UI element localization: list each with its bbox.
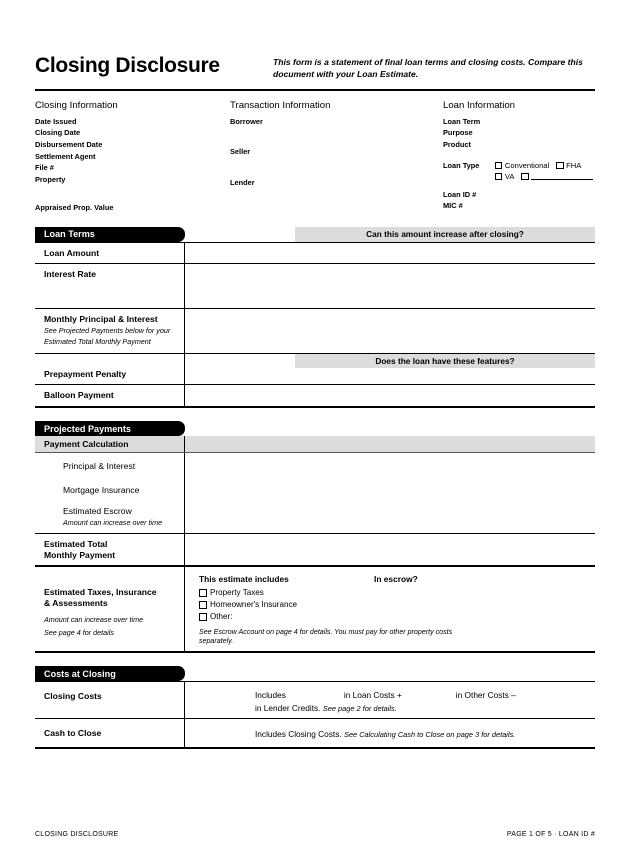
closing-costs-label: Closing Costs: [44, 691, 102, 702]
table-row-estimated-taxes-insurance: [35, 567, 595, 653]
spacer: [230, 170, 443, 177]
monthly-pi-value-cell[interactable]: [185, 309, 595, 353]
estimate-includes-label: This estimate includes: [199, 574, 289, 585]
monthly-pi-note-line2: Estimated Total Monthly Payment: [44, 336, 151, 346]
balloon-payment-label: Balloon Payment: [44, 390, 114, 401]
loan-amount-value-cell[interactable]: [185, 243, 595, 264]
footer-left-text: CLOSING DISCLOSURE: [35, 831, 119, 838]
spacer: [230, 139, 443, 146]
mortgage-insurance-label: Mortgage Insurance: [63, 485, 140, 495]
estimated-escrow-note: Amount can increase over time: [63, 518, 163, 528]
field-file-number: File #: [35, 163, 54, 173]
table-row-estimated-total-monthly-payment: [35, 534, 595, 567]
page-title: Closing Disclosure: [35, 54, 220, 77]
closing-costs-label-cell: [35, 682, 185, 718]
escrow-option-homeowners-insurance[interactable]: [199, 599, 589, 611]
estimated-escrow-label-cell: [35, 501, 185, 533]
table-row-loan-amount: [35, 243, 595, 265]
masthead: [35, 0, 595, 81]
field-settlement-agent: Settlement Agent: [35, 151, 96, 161]
payment-calculation-label: Payment Calculation: [35, 436, 185, 452]
label-fha: FHA: [566, 160, 582, 170]
footer-right-text: PAGE 1 OF 5 · LOAN ID #: [506, 831, 595, 838]
page-footer: [35, 831, 595, 838]
projected-payments-header-right: [185, 421, 595, 436]
table-row-cash-to-close: [35, 719, 595, 749]
features-question-band: Does the loan have these features?: [295, 354, 595, 368]
closing-costs-text: [193, 689, 589, 714]
table-row-balloon-payment: [35, 385, 595, 408]
label-other-escrow: Other:: [210, 611, 233, 621]
cash-to-close-seepage: See Calculating Cash to Close on page 3 for details.: [344, 730, 516, 740]
transaction-information-column: [230, 100, 443, 214]
closing-costs-lender-credits: in Lender Credits.: [255, 702, 321, 713]
loan-information-column: [443, 100, 595, 214]
checkbox-fha[interactable]: [556, 162, 563, 169]
escrow-option-other[interactable]: [199, 611, 589, 623]
costs-at-closing-table: [35, 681, 595, 749]
checkbox-property-taxes[interactable]: [199, 589, 207, 597]
closing-information-column: [35, 100, 230, 214]
table-row-estimated-escrow: [35, 501, 595, 534]
projected-payments-header-bar: [35, 421, 595, 436]
label-homeowners-insurance: Homeowner's Insurance: [210, 600, 298, 610]
balloon-payment-value-cell[interactable]: [185, 385, 595, 406]
estimated-taxes-title-line2: & Assessments: [44, 598, 108, 609]
loan-information-heading: Loan Information: [443, 99, 515, 111]
closing-costs-seepage: See page 2 for details.: [322, 703, 397, 713]
checkbox-other-loan-type[interactable]: [521, 173, 528, 180]
label-conventional: Conventional: [504, 160, 550, 170]
loan-terms-title: Loan Terms: [35, 227, 185, 242]
estimated-total-value-cell[interactable]: [185, 534, 595, 565]
escrow-account-note: [199, 628, 487, 647]
mortgage-insurance-label-cell: [35, 480, 185, 501]
costs-at-closing-header-right: [185, 666, 595, 681]
loan-terms-header-right: [185, 227, 595, 242]
estimated-total-label-line1: Estimated Total: [44, 538, 108, 549]
prepayment-penalty-label: Prepayment Penalty: [44, 368, 127, 379]
interest-rate-label: Interest Rate: [44, 269, 97, 280]
in-escrow-label: In escrow?: [374, 574, 418, 585]
interest-rate-value-cell[interactable]: [185, 264, 595, 308]
checkbox-va[interactable]: [495, 173, 502, 180]
information-columns: [35, 91, 595, 214]
field-seller: Seller: [230, 147, 251, 157]
closing-costs-includes: Includes: [255, 690, 286, 701]
estimated-taxes-label-cell: [35, 567, 185, 651]
estimated-taxes-note1: Amount can increase over time: [44, 614, 144, 624]
loan-terms-header-bar: [35, 227, 595, 242]
mortgage-insurance-value-cell[interactable]: [185, 480, 595, 501]
field-disbursement-date: Disbursement Date: [35, 140, 103, 150]
escrow-note-line1: See Escrow Account on page 4 for details. You must pay for other property: [199, 627, 434, 636]
table-row-prepayment-penalty: [35, 354, 595, 385]
loan-terms-table: [35, 242, 595, 408]
table-row-mortgage-insurance: [35, 480, 595, 501]
prepayment-penalty-label-cell: [35, 354, 185, 384]
table-row-interest-rate: [35, 264, 595, 309]
field-loan-term: Loan Term: [443, 116, 481, 126]
field-closing-date: Closing Date: [35, 128, 81, 138]
monthly-pi-label: Monthly Principal & Interest: [44, 314, 158, 325]
transaction-information-heading: Transaction Information: [230, 99, 331, 111]
cash-to-close-includes: Includes Closing Costs.: [255, 729, 342, 740]
principal-interest-value-cell[interactable]: [185, 453, 595, 480]
loan-type-row: [443, 160, 595, 182]
spacer: [443, 182, 595, 189]
balloon-payment-label-cell: [35, 385, 185, 406]
projected-payments-table: [35, 453, 595, 653]
field-property: Property: [35, 175, 66, 185]
estimated-escrow-label: Estimated Escrow: [63, 506, 132, 517]
estimated-taxes-note2: See page 4 for details: [44, 628, 114, 638]
checkbox-conventional[interactable]: [495, 162, 502, 169]
costs-at-closing-header-bar: [35, 666, 595, 681]
spacer: [230, 127, 443, 139]
projected-payments-section: [35, 421, 595, 653]
checkbox-homeowners-insurance[interactable]: [199, 601, 207, 609]
escrow-detail-cell: [185, 567, 595, 651]
estimated-escrow-value-cell[interactable]: [185, 501, 595, 533]
interest-rate-label-cell: [35, 264, 185, 308]
principal-interest-label: Principal & Interest: [63, 461, 136, 471]
payment-calculation-row: [35, 436, 595, 453]
loan-amount-label-cell: [35, 243, 185, 264]
field-appraised-prop-value: Appraised Prop. Value: [35, 202, 114, 212]
field-loan-id: Loan ID #: [443, 189, 477, 199]
table-row-closing-costs: [35, 682, 595, 719]
spacer: [35, 186, 230, 202]
table-row-principal-interest: [35, 453, 595, 480]
loan-type-label: Loan Type: [443, 160, 480, 170]
closing-information-heading: Closing Information: [35, 99, 118, 111]
escrow-note-line2: costs separately.: [199, 627, 453, 646]
costs-at-closing-title: Costs at Closing: [35, 666, 185, 681]
payment-calculation-columns: [185, 436, 595, 452]
loan-type-line-2: [495, 171, 595, 182]
loan-type-line-1: [495, 160, 595, 171]
costs-at-closing-section: [35, 666, 595, 749]
spacer: [230, 158, 443, 170]
cash-to-close-label-cell: [35, 719, 185, 747]
estimated-total-label-line2: Monthly Payment: [44, 549, 116, 560]
other-loan-type-input[interactable]: [531, 172, 593, 180]
cash-to-close-label: Cash to Close: [44, 728, 102, 739]
loan-type-options: [495, 160, 595, 182]
field-mic-number: MIC #: [443, 201, 463, 211]
closing-costs-in-other: in Other Costs –: [455, 690, 516, 701]
loan-terms-section: [35, 227, 595, 408]
label-property-taxes: Property Taxes: [210, 588, 264, 598]
estimated-total-label-cell: [35, 534, 185, 565]
closing-costs-detail-cell: [185, 682, 595, 718]
loan-amount-label: Loan Amount: [44, 247, 100, 258]
estimated-taxes-title-line1: Estimated Taxes, Insurance: [44, 587, 157, 598]
cash-to-close-detail-cell: [185, 719, 595, 747]
cash-to-close-text: [193, 728, 589, 740]
spacer: [443, 151, 595, 160]
field-lender: Lender: [230, 178, 255, 188]
form-intro-text: This form is a statement of final loan terms and closing costs. Compare this document with your Loan Estimate.: [273, 57, 583, 79]
projected-payments-title: Projected Payments: [35, 421, 185, 436]
monthly-pi-label-cell: [35, 309, 185, 353]
principal-interest-label-cell: [35, 453, 185, 480]
escrow-header-row: [199, 574, 589, 584]
field-purpose: Purpose: [443, 128, 473, 138]
checkbox-other-escrow[interactable]: [199, 613, 207, 621]
increase-question-band: Can this amount increase after closing?: [295, 227, 595, 242]
field-borrower: Borrower: [230, 116, 263, 126]
label-va: VA: [504, 171, 515, 181]
table-row-monthly-principal-interest: [35, 309, 595, 354]
field-product: Product: [443, 140, 471, 150]
monthly-pi-note-line1: See Projected Payments below for your: [44, 326, 171, 335]
field-date-issued: Date Issued: [35, 116, 77, 126]
prepayment-penalty-value-cell[interactable]: [185, 354, 595, 384]
closing-costs-in-loan: in Loan Costs +: [343, 690, 402, 701]
escrow-option-property-taxes[interactable]: [199, 587, 589, 599]
